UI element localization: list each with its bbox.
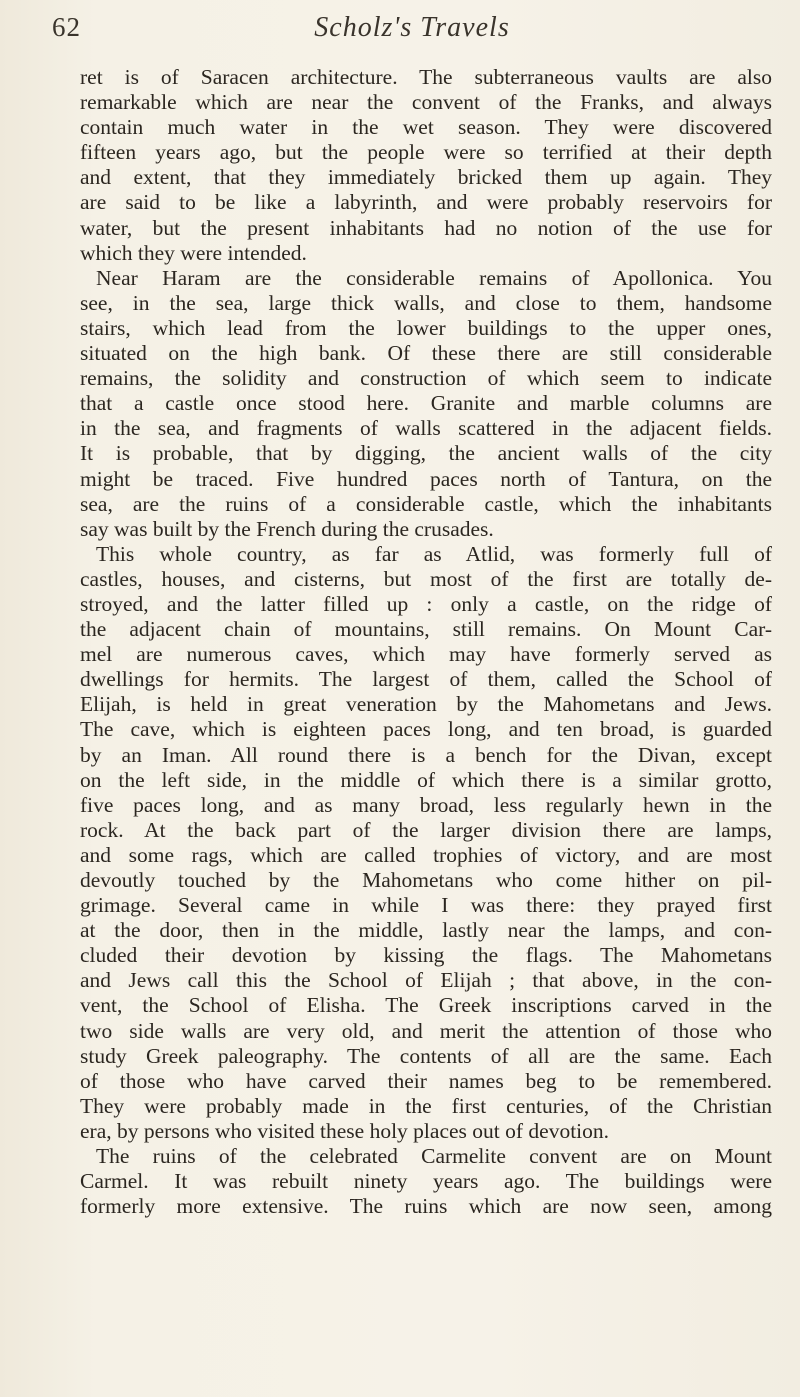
text-line: by an Iman. All round there is a bench for the Divan, except	[80, 742, 772, 767]
text-line: contain much water in the wet season. They were discovered	[80, 115, 772, 140]
text-line: The cave, which is eighteen paces long, and ten broad, is guarded	[80, 717, 772, 742]
text-line: Elijah, is held in great veneration by the Mahometans and Jews.	[80, 692, 772, 717]
text-line: formerly more extensive. The ruins which are now seen, among	[80, 1194, 772, 1219]
text-line: devoutly touched by the Mahometans who come hither on pil-	[80, 868, 772, 892]
text-line: Carmel. It was rebuilt ninety years ago. The buildings were	[80, 1169, 772, 1194]
text-line: of those who have carved their names beg to be remembered.	[80, 1068, 772, 1093]
text-line: dwellings for hermits. The largest of them, called the School of	[80, 667, 772, 692]
text-line: ret is of Saracen architecture. The subterraneous vaults are also	[80, 65, 772, 89]
text-line: sea, are the ruins of a considerable castle, which the inhabitants	[80, 491, 772, 516]
text-line: say was built by the French during the crusades.	[80, 516, 494, 541]
text-line: and Jews call this the School of Elijah ; that above, in the con-	[80, 968, 772, 993]
text-line: and some rags, which are called trophies of victory, and are most	[80, 842, 772, 867]
text-line: five paces long, and as many broad, less regularly hewn in the	[80, 792, 772, 817]
text-line: which they were intended.	[80, 240, 307, 265]
text-line: on the left side, in the middle of which there is a similar grotto,	[80, 767, 772, 792]
page-number: 62	[52, 12, 81, 42]
text-line: two side walls are very old, and merit the attention of those who	[80, 1018, 772, 1043]
text-line: are said to be like a labyrinth, and were probably reservoirs for	[80, 190, 772, 215]
text-line: fifteen years ago, but the people were so terrified at their depth	[80, 140, 772, 165]
text-line: situated on the high bank. Of these there are still considerable	[80, 341, 772, 366]
text-line: rock. At the back part of the larger division there are lamps,	[80, 817, 772, 842]
text-line: This whole country, as far as Atlid, was formerly full of	[96, 541, 772, 566]
text-line: mel are numerous caves, which may have formerly served as	[80, 642, 772, 667]
text-line: castles, houses, and cisterns, but most of the first are totally de-	[80, 566, 772, 591]
text-line: water, but the present inhabitants had no notion of the use for	[80, 215, 772, 240]
text-line: vent, the School of Elisha. The Greek inscriptions carved in the	[80, 993, 772, 1018]
text-line: remarkable which are near the convent of the Franks, and always	[80, 90, 772, 115]
page-header	[52, 12, 772, 48]
text-line: cluded their devotion by kissing the flags. The Mahometans	[80, 943, 772, 968]
text-line: They were probably made in the first centuries, of the Christian	[80, 1093, 772, 1118]
text-line: at the door, then in the middle, lastly near the lamps, and con-	[80, 918, 772, 943]
text-line: era, by persons who visited these holy places out of devotion.	[80, 1118, 610, 1143]
text-line: and extent, that they immediately bricked them up again. They	[80, 165, 772, 190]
text-line: Near Haram are the considerable remains of Apollonica. You	[96, 265, 772, 290]
text-line: study Greek paleography. The contents of all are the same. Each	[80, 1043, 772, 1068]
text-line: remains, the solidity and construction of which seem to indicate	[80, 366, 772, 391]
text-line: grimage. Several came in while I was there: they prayed first	[80, 893, 772, 918]
text-line: stroyed, and the latter filled up : only a castle, on the ridge of	[80, 591, 772, 616]
text-line: see, in the sea, large thick walls, and close to them, handsome	[80, 290, 772, 315]
text-line: in the sea, and fragments of walls scattered in the adjacent fields.	[80, 416, 772, 441]
text-line: stairs, which lead from the lower buildings to the upper ones,	[80, 315, 772, 340]
body-text	[80, 65, 772, 1219]
running-title: Scholz's Travels	[314, 12, 510, 43]
text-line: the adjacent chain of mountains, still remains. On Mount Car-	[80, 617, 772, 642]
text-line: that a castle once stood here. Granite and marble columns are	[80, 391, 772, 416]
text-line: It is probable, that by digging, the ancient walls of the city	[80, 441, 772, 466]
text-line: The ruins of the celebrated Carmelite convent are on Mount	[96, 1144, 772, 1169]
text-line: might be traced. Five hundred paces north of Tantura, on the	[80, 466, 772, 491]
